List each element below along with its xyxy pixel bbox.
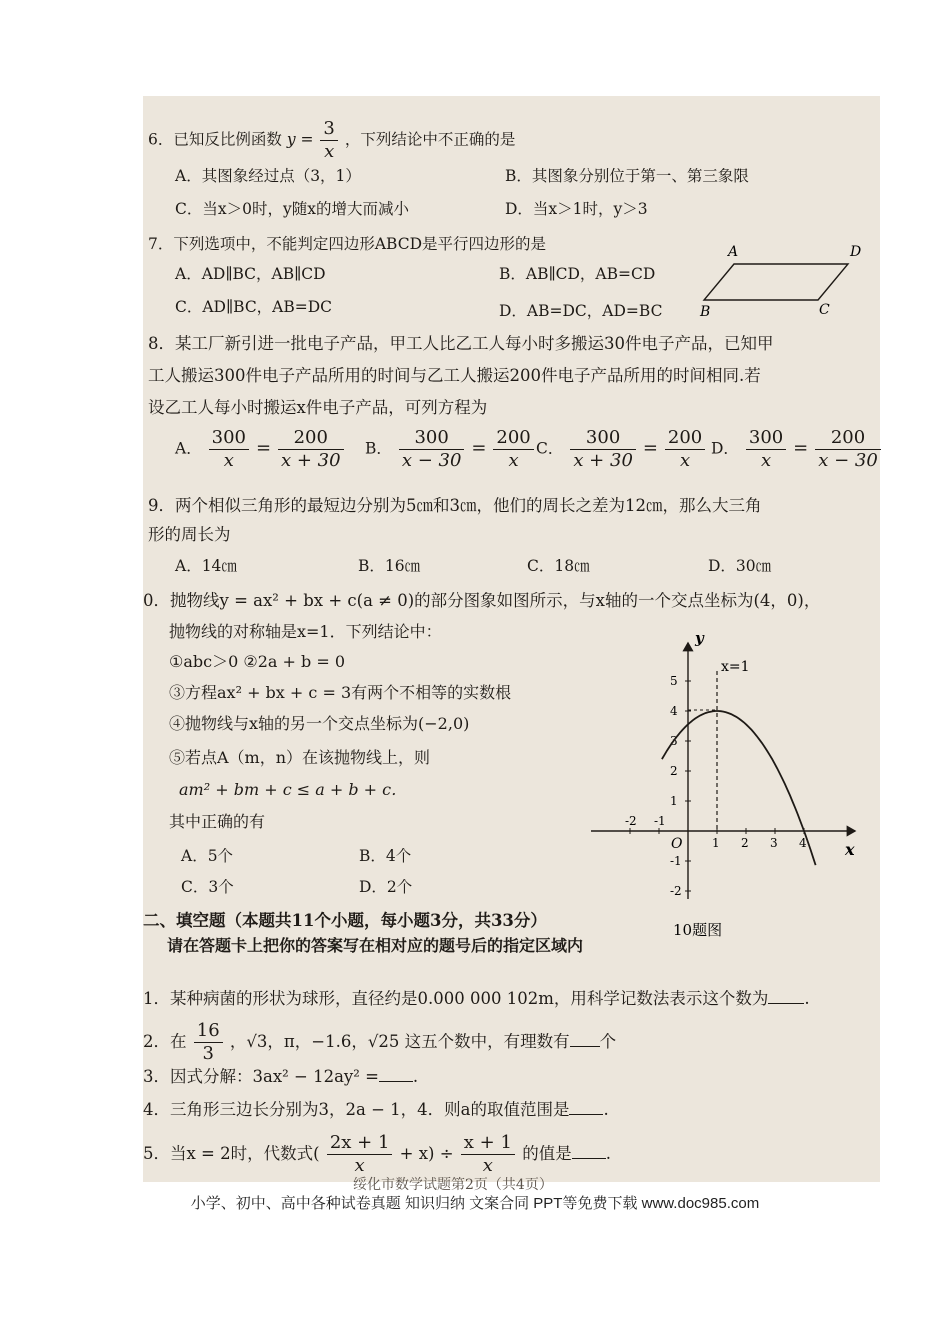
scanned-exam-page [143, 96, 880, 1193]
vertex-label-b: B [700, 304, 711, 320]
vertex-label-a: A [728, 244, 739, 260]
symmetry-axis-label: x=1 [721, 659, 750, 675]
q6-stem: 6．已知反比例函数 y = $\frac{3}{x}$ ，下列结论中不正确的是 [148, 118, 516, 162]
vertex-label-c: C [819, 302, 830, 318]
q12-text: 2．在 $\frac{16}{3}$ ，√3，π，−1.6，√25 这五个数中，有理数有 个 [143, 1020, 617, 1064]
q9-stem-line2: 形的周长为 [148, 525, 231, 544]
y-tick-label: 1 [670, 794, 678, 808]
section-2-subtitle: 请在答题卡上把你的答案写在相对应的题号后的指定区域内 [167, 936, 584, 955]
q8-stem-line1: 8．某工厂新引进一批电子产品，甲工人比乙工人每小时多搬运30件电子产品，已知甲 [148, 334, 774, 353]
q15-text: 5．当x = 2时，代数式( $\frac{2x + 1}{x}$ + x) ÷ $\frac{x + 1}{x}$ 的值是 . [143, 1132, 611, 1176]
x-tick-label: 2 [741, 836, 749, 850]
q9-stem-line1: 9．两个相似三角形的最短边分别为5㎝和3㎝，他们的周长之差为12㎝，那么大三角 [148, 496, 762, 515]
parallelogram-shape [704, 264, 848, 300]
q6-option-d: D．当x＞1时，y＞3 [505, 200, 648, 218]
q7-option-b: B．AB∥CD，AB=CD [499, 265, 656, 283]
q8-option-c: C． $\frac{300}{x + 30}$ = $\frac{200}{x}$ [536, 427, 707, 472]
x-tick-group [625, 814, 807, 850]
q6-option-b: B．其图象分别位于第一、第三象限 [505, 167, 749, 185]
y-tick-label: -1 [670, 854, 682, 868]
q13-text: 3．因式分解：3ax² − 12ay² = . [143, 1067, 419, 1086]
q8-option-a: A． $\frac{300}{x}$ = $\frac{200}{x + 30}$ [175, 427, 346, 472]
page-number-label: 绥化市数学试题第2页（共4页） [353, 1177, 553, 1193]
q7-option-a: A．AD∥BC，AB∥CD [175, 265, 326, 283]
q8-stem-line2: 工人搬运300件电子产品所用的时间与乙工人搬运200件电子产品所用的时间相同.若 [148, 366, 761, 385]
q7-option-c: C．AD∥BC，AB=DC [175, 298, 333, 316]
parabola-graph [583, 631, 868, 941]
graph-caption: 10题图 [673, 921, 723, 939]
vertex-label-d: D [850, 244, 862, 260]
x-axis-label: x [845, 840, 855, 859]
y-axis-label: y [695, 629, 704, 647]
q10-claim-5a: ⑤若点A（m，n）在该抛物线上，则 [169, 748, 431, 767]
q11-text: 1．某种病菌的形状为球形，直径约是0.000 000 102m，用科学记数法表示这个数为 . [143, 989, 810, 1008]
q10-claim-4: ④抛物线与x轴的另一个交点坐标为(−2,0) [169, 714, 470, 733]
q8-option-d: D． $\frac{300}{x}$ = $\frac{200}{x - 30}$ [711, 427, 883, 472]
y-tick-label: 4 [670, 704, 678, 718]
y-tick-label: 5 [670, 674, 678, 688]
q10-stem-line2: 抛物线的对称轴是x=1．下列结论中： [169, 622, 442, 641]
q9-option-d: D．30㎝ [708, 557, 772, 575]
q9-option-b: B．16㎝ [358, 557, 421, 575]
q10-stem-line1: 0．抛物线y = ax² + bx + c(a ≠ 0)的部分图象如图所示，与x轴的一个交点坐标为(4，0)， [143, 591, 821, 610]
q14-text: 4．三角形三边长分别为3，2a − 1，4．则a的取值范围是 . [143, 1100, 609, 1119]
x-tick-label: -2 [625, 814, 637, 828]
y-tick-label: 2 [670, 764, 678, 778]
q10-prompt: 其中正确的有 [169, 812, 266, 831]
parabola-curve [662, 711, 816, 865]
y-tick-label: 3 [670, 734, 678, 748]
q10-claim-3: ③方程ax² + bx + c = 3有两个不相等的实数根 [169, 683, 512, 702]
q10-option-c: C．3个 [181, 878, 234, 896]
q10-option-d: D．2个 [359, 878, 413, 896]
q10-claim-5b: am² + bm + c ≤ a + b + c． [179, 780, 408, 799]
parallelogram-figure [698, 240, 873, 318]
origin-label: O [671, 836, 683, 852]
q9-option-c: C．18㎝ [527, 557, 590, 575]
q6-option-a: A．其图象经过点（3，1） [175, 167, 361, 185]
x-tick-label: 4 [799, 836, 807, 850]
section-2-title: 二、填空题（本题共11个小题，每小题3分，共33分） [143, 911, 547, 930]
x-tick-label: 1 [712, 836, 720, 850]
q8-option-b: B． $\frac{300}{x - 30}$ = $\frac{200}{x}$ [365, 427, 536, 472]
q7-stem: 7．下列选项中，不能判定四边形ABCD是平行四边形的是 [148, 235, 547, 253]
q10-option-b: B．4个 [359, 847, 412, 865]
x-tick-label: 3 [770, 836, 778, 850]
q10-claim-1-2: ①abc＞0 ②2a + b = 0 [169, 652, 345, 671]
q7-option-d: D．AB=DC，AD=BC [499, 302, 663, 320]
footer-watermark: 小学、初中、高中各种试卷真题 知识归纳 文案合同 PPT等免费下载 www.doc985.com [190, 1195, 760, 1212]
q6-option-c: C．当x＞0时，y随x的增大而减小 [175, 200, 409, 218]
x-tick-label: -1 [654, 814, 666, 828]
y-tick-label: -2 [670, 884, 682, 898]
q10-option-a: A．5个 [181, 847, 234, 865]
q8-stem-line3: 设乙工人每小时搬运x件电子产品，可列方程为 [148, 398, 488, 417]
q9-option-a: A．14㎝ [175, 557, 237, 575]
